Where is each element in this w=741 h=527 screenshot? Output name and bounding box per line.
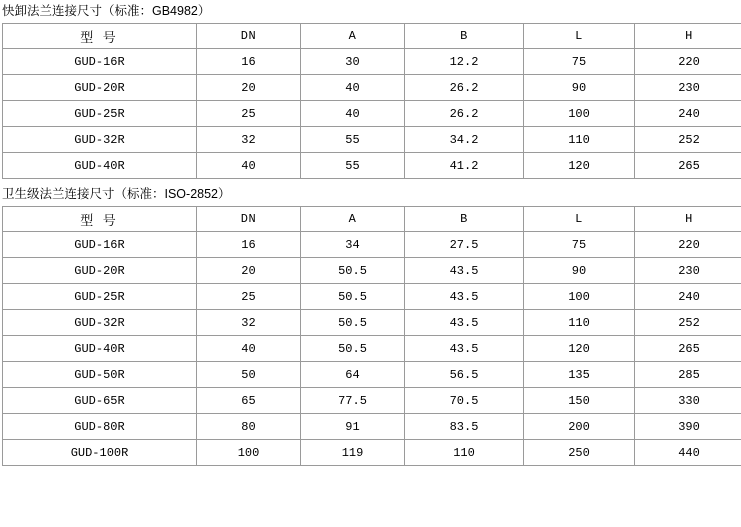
cell-l: 75 bbox=[524, 232, 635, 258]
section-quick-release-flange bbox=[0, 0, 741, 179]
column-header-a: A bbox=[301, 207, 405, 232]
table-wrap-sanitary bbox=[0, 206, 741, 466]
table-wrap-quick-release bbox=[0, 23, 741, 179]
table-header-sanitary bbox=[3, 207, 741, 232]
column-header-a: A bbox=[301, 24, 405, 49]
cell-a: 40 bbox=[301, 75, 405, 101]
cell-dn: 16 bbox=[197, 232, 301, 258]
cell-l: 110 bbox=[524, 310, 635, 336]
cell-h: 265 bbox=[635, 153, 741, 179]
column-header-model: 型 号 bbox=[3, 207, 197, 232]
cell-dn: 50 bbox=[197, 362, 301, 388]
cell-b: 34.2 bbox=[405, 127, 524, 153]
table-row bbox=[3, 336, 741, 362]
table-row bbox=[3, 75, 741, 101]
cell-l: 150 bbox=[524, 388, 635, 414]
cell-model: GUD-25R bbox=[3, 284, 197, 310]
section-title-quick-release: 快卸法兰连接尺寸（标准：GB4982） bbox=[2, 4, 211, 18]
table-row bbox=[3, 153, 741, 179]
cell-l: 200 bbox=[524, 414, 635, 440]
cell-l: 100 bbox=[524, 101, 635, 127]
cell-h: 230 bbox=[635, 258, 741, 284]
cell-h: 220 bbox=[635, 232, 741, 258]
cell-dn: 25 bbox=[197, 284, 301, 310]
table-header-quick-release bbox=[3, 24, 741, 49]
cell-a: 34 bbox=[301, 232, 405, 258]
cell-model: GUD-16R bbox=[3, 49, 197, 75]
column-header-h: H bbox=[635, 207, 741, 232]
cell-l: 120 bbox=[524, 336, 635, 362]
cell-h: 240 bbox=[635, 284, 741, 310]
cell-a: 40 bbox=[301, 101, 405, 127]
cell-b: 26.2 bbox=[405, 75, 524, 101]
cell-b: 110 bbox=[405, 440, 524, 466]
cell-h: 390 bbox=[635, 414, 741, 440]
cell-a: 50.5 bbox=[301, 310, 405, 336]
cell-h: 230 bbox=[635, 75, 741, 101]
cell-a: 55 bbox=[301, 153, 405, 179]
dimensions-table-sanitary bbox=[2, 206, 741, 466]
table-header-row bbox=[3, 24, 741, 49]
cell-dn: 20 bbox=[197, 258, 301, 284]
cell-dn: 32 bbox=[197, 310, 301, 336]
table-row bbox=[3, 414, 741, 440]
cell-h: 330 bbox=[635, 388, 741, 414]
column-header-l: L bbox=[524, 24, 635, 49]
cell-l: 250 bbox=[524, 440, 635, 466]
column-header-dn: DN bbox=[197, 207, 301, 232]
cell-l: 100 bbox=[524, 284, 635, 310]
cell-h: 440 bbox=[635, 440, 741, 466]
table-row bbox=[3, 49, 741, 75]
cell-a: 64 bbox=[301, 362, 405, 388]
table-row bbox=[3, 284, 741, 310]
table-header-row bbox=[3, 207, 741, 232]
cell-h: 240 bbox=[635, 101, 741, 127]
cell-h: 252 bbox=[635, 310, 741, 336]
cell-a: 77.5 bbox=[301, 388, 405, 414]
dimensions-table-quick-release bbox=[2, 23, 741, 179]
cell-a: 50.5 bbox=[301, 258, 405, 284]
table-row bbox=[3, 101, 741, 127]
cell-b: 43.5 bbox=[405, 310, 524, 336]
column-header-dn: DN bbox=[197, 24, 301, 49]
table-row bbox=[3, 127, 741, 153]
cell-h: 265 bbox=[635, 336, 741, 362]
cell-b: 26.2 bbox=[405, 101, 524, 127]
cell-l: 120 bbox=[524, 153, 635, 179]
cell-model: GUD-25R bbox=[3, 101, 197, 127]
cell-b: 43.5 bbox=[405, 284, 524, 310]
table-row bbox=[3, 440, 741, 466]
cell-dn: 100 bbox=[197, 440, 301, 466]
cell-l: 90 bbox=[524, 75, 635, 101]
table-row bbox=[3, 388, 741, 414]
column-header-h: H bbox=[635, 24, 741, 49]
cell-b: 43.5 bbox=[405, 336, 524, 362]
cell-model: GUD-50R bbox=[3, 362, 197, 388]
cell-b: 27.5 bbox=[405, 232, 524, 258]
cell-model: GUD-40R bbox=[3, 153, 197, 179]
table-row bbox=[3, 310, 741, 336]
cell-model: GUD-40R bbox=[3, 336, 197, 362]
cell-l: 75 bbox=[524, 49, 635, 75]
cell-a: 91 bbox=[301, 414, 405, 440]
cell-model: GUD-20R bbox=[3, 258, 197, 284]
cell-b: 41.2 bbox=[405, 153, 524, 179]
section-title-sanitary: 卫生级法兰连接尺寸（标准：ISO-2852） bbox=[2, 187, 231, 201]
cell-dn: 25 bbox=[197, 101, 301, 127]
cell-model: GUD-80R bbox=[3, 414, 197, 440]
cell-dn: 32 bbox=[197, 127, 301, 153]
cell-l: 135 bbox=[524, 362, 635, 388]
section-sanitary-flange bbox=[0, 183, 741, 466]
cell-model: GUD-20R bbox=[3, 75, 197, 101]
cell-model: GUD-32R bbox=[3, 127, 197, 153]
cell-model: GUD-16R bbox=[3, 232, 197, 258]
table-body-sanitary bbox=[3, 232, 741, 466]
cell-h: 220 bbox=[635, 49, 741, 75]
cell-b: 12.2 bbox=[405, 49, 524, 75]
cell-a: 30 bbox=[301, 49, 405, 75]
cell-dn: 40 bbox=[197, 336, 301, 362]
table-row bbox=[3, 258, 741, 284]
cell-l: 90 bbox=[524, 258, 635, 284]
cell-model: GUD-100R bbox=[3, 440, 197, 466]
table-body-quick-release bbox=[3, 49, 741, 179]
column-header-model: 型 号 bbox=[3, 24, 197, 49]
cell-model: GUD-32R bbox=[3, 310, 197, 336]
cell-h: 252 bbox=[635, 127, 741, 153]
cell-b: 70.5 bbox=[405, 388, 524, 414]
table-row bbox=[3, 232, 741, 258]
cell-b: 43.5 bbox=[405, 258, 524, 284]
cell-dn: 80 bbox=[197, 414, 301, 440]
cell-a: 50.5 bbox=[301, 336, 405, 362]
column-header-b: B bbox=[405, 207, 524, 232]
cell-dn: 40 bbox=[197, 153, 301, 179]
column-header-l: L bbox=[524, 207, 635, 232]
cell-b: 56.5 bbox=[405, 362, 524, 388]
cell-a: 50.5 bbox=[301, 284, 405, 310]
cell-model: GUD-65R bbox=[3, 388, 197, 414]
cell-a: 55 bbox=[301, 127, 405, 153]
cell-h: 285 bbox=[635, 362, 741, 388]
cell-l: 110 bbox=[524, 127, 635, 153]
cell-dn: 16 bbox=[197, 49, 301, 75]
cell-b: 83.5 bbox=[405, 414, 524, 440]
cell-dn: 20 bbox=[197, 75, 301, 101]
cell-dn: 65 bbox=[197, 388, 301, 414]
column-header-b: B bbox=[405, 24, 524, 49]
table-row bbox=[3, 362, 741, 388]
cell-a: 119 bbox=[301, 440, 405, 466]
